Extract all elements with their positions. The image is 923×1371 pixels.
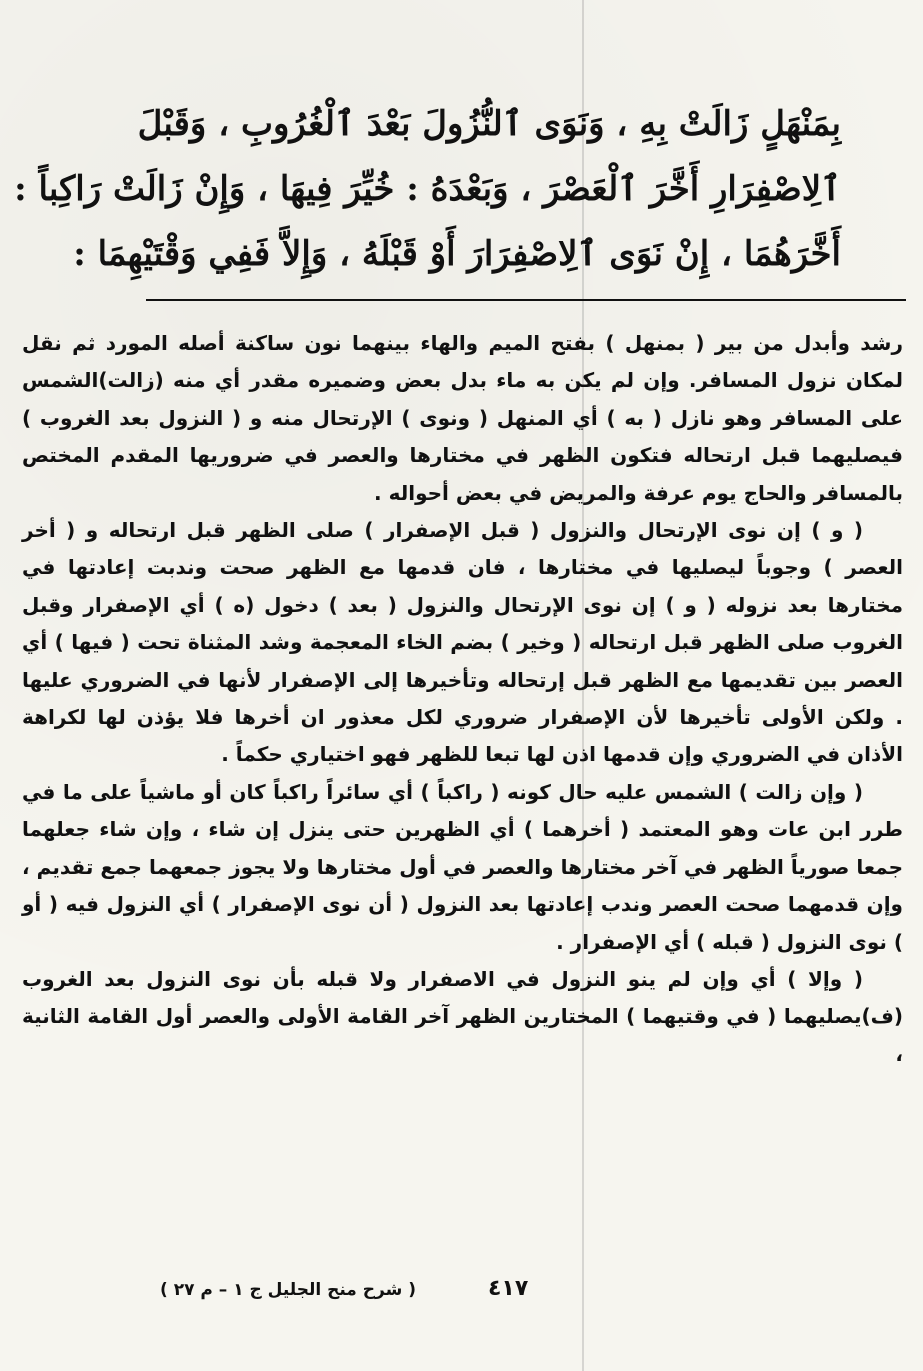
page-footer (0, 1268, 923, 1308)
verse-line: أَخَّرَهُمَا ، إِنْ نَوَى ٱلِاصْفِرَارَ أَوْ قَبْلَهُ ، وَإِلاَّ فَفِي وَقْتَيْهِمَا : (73, 234, 841, 274)
verse-line: ٱلِاصْفِرَارِ أَخَّرَ ٱلْعَصْرَ ، وَبَعْدَهُ : خُيِّرَ فِيهَا ، وَإِنْ زَالَتْ رَاكِباً : (14, 169, 841, 209)
verse-line: بِمَنْهَلٍ زَالَتْ بِهِ ، وَنَوَى ٱلنُّزُولَ بَعْدَ ٱلْغُرُوبِ ، وَقَبْلَ (137, 104, 841, 144)
page-number: ٤١٧ (488, 1276, 529, 1301)
separator-rule (146, 299, 906, 301)
commentary-block (22, 325, 903, 1073)
commentary-paragraph: رشد وأبدل من بير ( بمنهل ) بفتح الميم والهاء بينهما نون ساكنة أصله المورد ثم نقل لمكان نزول المسافر. وإن لم يكن به ماء بدل بعض وضميره مقدر أي منه (زالت)الشمس على المسافر وهو نازل ( به ) أي المنهل ( ونوى ) الإرتحال منه و ( النزول بعد الغروب ) فيصليهما قبل ارتحاله فتكون الظهر في مختارها والعصر في ضروريها المقدم المختص بالمسافر والحاج يوم عرفة والمريض في بعض أحواله . (22, 331, 903, 505)
commentary-paragraph: ( و ) إن نوى الإرتحال والنزول ( قبل الإصفرار ) صلى الظهر قبل ارتحاله و ( أخر العصر ) وجوباً ليصليها في مختارها ، فان قدمها مع الظهر صحت وندبت إعادتها في مختارها بعد نزوله ( و ) إن نوى الإرتحال والنزول ( بعد ) دخول (ه ) أي الإصفرار وقبل الغروب صلى الظهر قبل ارتحاله ( وخير ) بضم الخاء المعجمة وشد المثناة تحت ( فيها ) أي العصر بين تقديمها مع الظهر قبل إرتحاله وتأخيرها إلى الإصفرار لأنها في الضروري عليها . ولكن الأولى تأخيرها لأن الإصفرار ضروري لكل معذور ان أخرها فلا يؤذن لها لكراهة الأذان في الضروري وإن قدمها اذن لها تبعا للظهر فهو اختياري حكماً . (22, 518, 903, 767)
signature-mark: ( شرح منح الجليل ج ١ – م ٢٧ ) (160, 1280, 416, 1300)
verse-block (14, 92, 841, 287)
commentary-paragraph: ( وإلا ) أي وإن لم ينو النزول في الاصفرار ولا قبله بأن نوى النزول بعد الغروب (ف)يصليهما ( في وقتيهما ) المختارين الظهر آخر القامة الأولى والعصر أول القامة الثانية ، (22, 966, 903, 1066)
commentary-paragraph: ( وإن زالت ) الشمس عليه حال كونه ( راكباً ) أي سائراً راكباً كان أو ماشياً على ما في طرر ابن عات وهو المعتمد ( أخرهما ) أي الظهرين حتى ينزل إن شاء ، وإن شاء جعلهما جمعا صورياً الظهر في آخر مختارها والعصر في أول مختارها ولا يجوز جمعهما جمع تقديم ، وإن قدمهما صحت العصر وندب إعادتها بعد النزول ( أن نوى الإصفرار ) أي النزول فيه ( أو ) نوى النزول ( قبله ) أي الإصفرار . (22, 779, 903, 954)
